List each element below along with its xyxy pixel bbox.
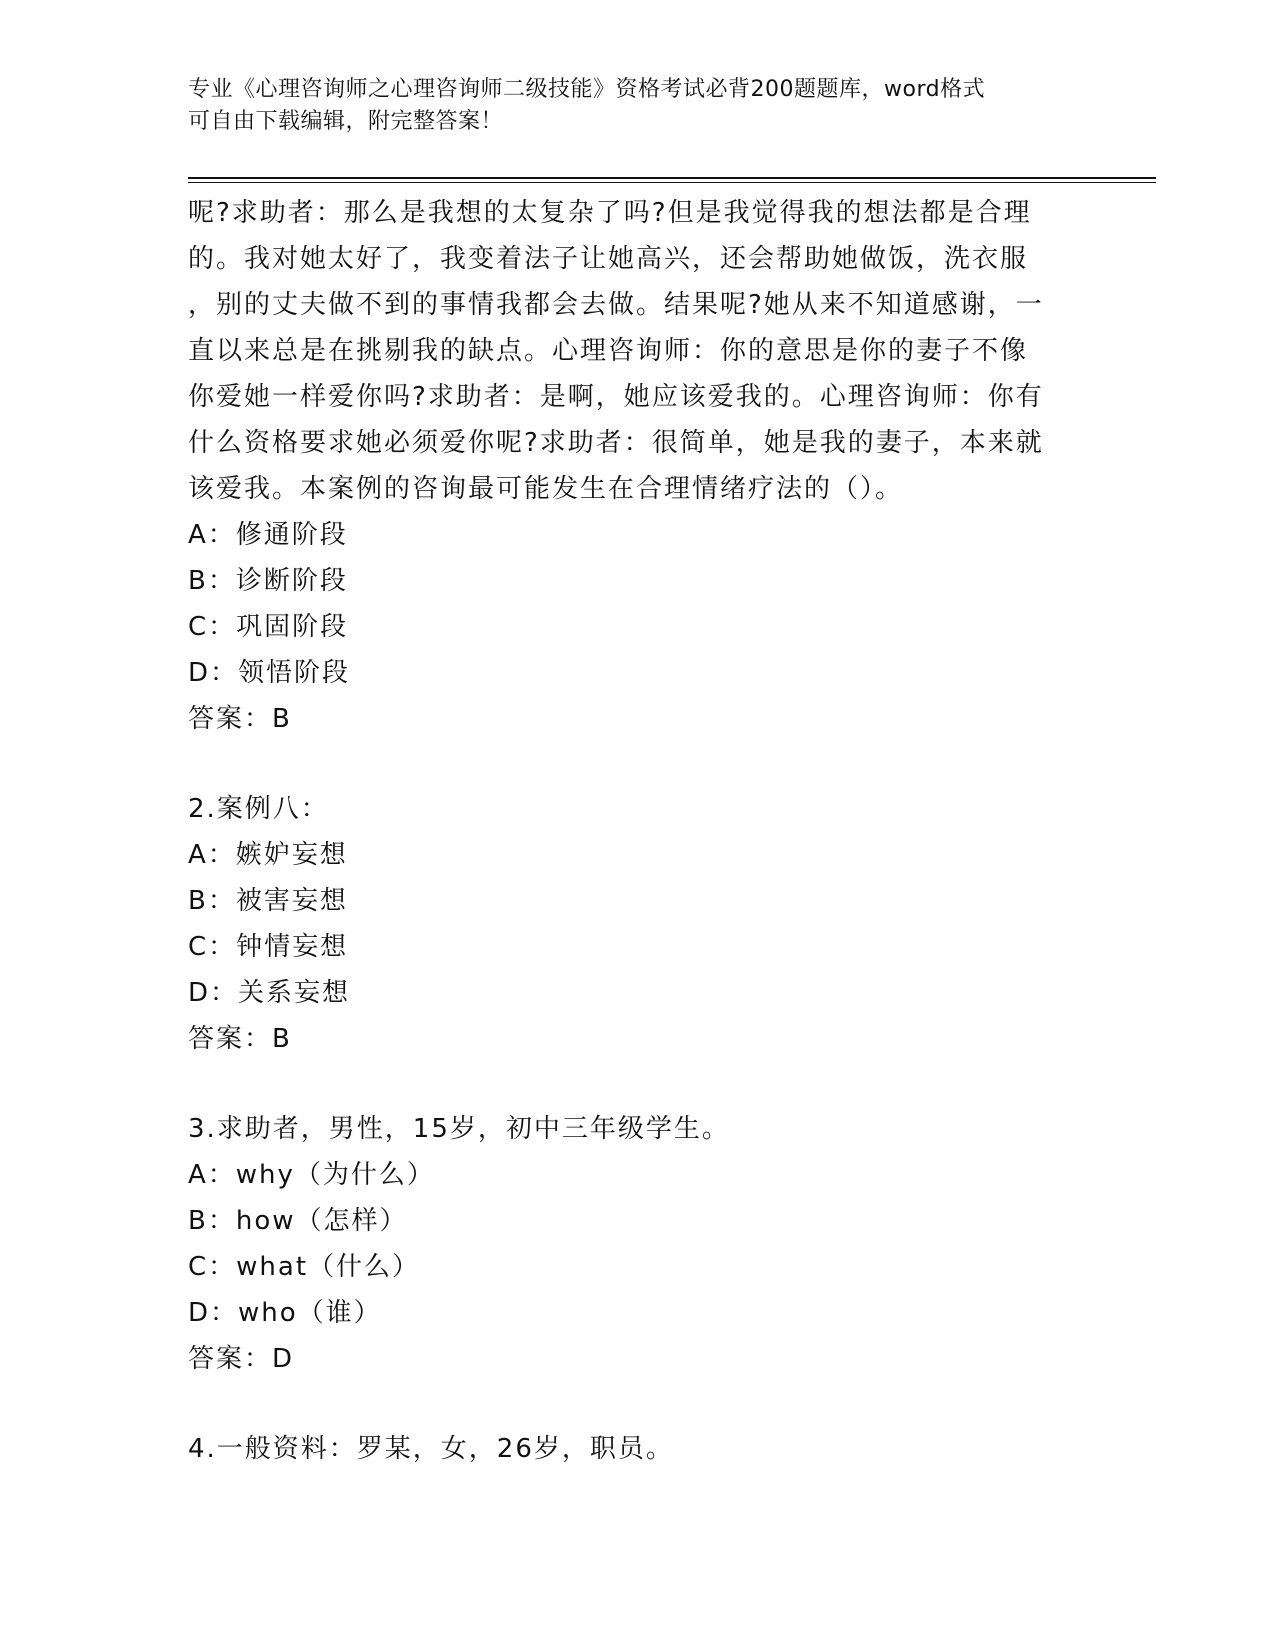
spacer <box>188 1062 1078 1106</box>
option-a: A：修通阶段 <box>188 520 348 550</box>
question-stem: 2.案例八： <box>188 794 329 824</box>
option-c: C：what（什么） <box>188 1252 421 1282</box>
answer-line: 答案：D <box>188 1344 295 1374</box>
question-text-line: 直以来总是在挑剔我的缺点。心理咨询师：你的意思是你的妻子不像 <box>188 336 1029 366</box>
question-text-line: ，别的丈夫做不到的事情我都会去做。结果呢?她从来不知道感谢，一 <box>188 290 1044 320</box>
answer-line: 答案：B <box>188 704 292 734</box>
option-b: B：how（怎样） <box>188 1206 408 1236</box>
header-divider-thick <box>188 177 1156 179</box>
header-title-line-2: 可自由下载编辑，附完整答案！ <box>188 109 504 134</box>
question-text-line: 你爱她一样爱你吗?求助者：是啊，她应该爱我的。心理咨询师：你有 <box>188 382 1044 412</box>
option-b: B：被害妄想 <box>188 886 348 916</box>
question-text-line: 什么资格要求她必须爱你呢?求助者：很简单，她是我的妻子，本来就 <box>188 428 1044 458</box>
question-2 <box>188 786 1078 1062</box>
header-divider-thin <box>188 182 1156 183</box>
question-stem: 3.求助者，男性，15岁，初中三年级学生。 <box>188 1114 730 1144</box>
header-title-line-1: 专业《心理咨询师之心理咨询师二级技能》资格考试必背200题题库，word格式 <box>188 77 986 102</box>
option-c: C：巩固阶段 <box>188 612 349 642</box>
option-d: D：关系妄想 <box>188 978 351 1008</box>
option-a: A：嫉妒妄想 <box>188 840 348 870</box>
option-b: B：诊断阶段 <box>188 566 348 596</box>
spacer <box>188 1382 1078 1426</box>
question-text-line: 呢?求助者：那么是我想的太复杂了吗?但是我觉得我的想法都是合理 <box>188 198 1032 228</box>
spacer <box>188 742 1078 786</box>
option-d: D：领悟阶段 <box>188 658 351 688</box>
option-d: D：who（谁） <box>188 1298 382 1328</box>
question-text-line: 的。我对她太好了，我变着法子让她高兴，还会帮助她做饭，洗衣服 <box>188 244 1029 274</box>
question-4 <box>188 1426 1078 1472</box>
document-body <box>188 190 1078 1472</box>
option-a: A：why（为什么） <box>188 1160 435 1190</box>
option-c: C：钟情妄想 <box>188 932 349 962</box>
question-3 <box>188 1106 1078 1382</box>
question-1 <box>188 190 1078 742</box>
question-stem: 4.一般资料：罗某，女，26岁，职员。 <box>188 1434 674 1464</box>
question-text-line: 该爱我。本案例的咨询最可能发生在合理情绪疗法的（）。 <box>188 474 904 504</box>
answer-line: 答案：B <box>188 1024 292 1054</box>
page-header <box>188 74 1088 138</box>
